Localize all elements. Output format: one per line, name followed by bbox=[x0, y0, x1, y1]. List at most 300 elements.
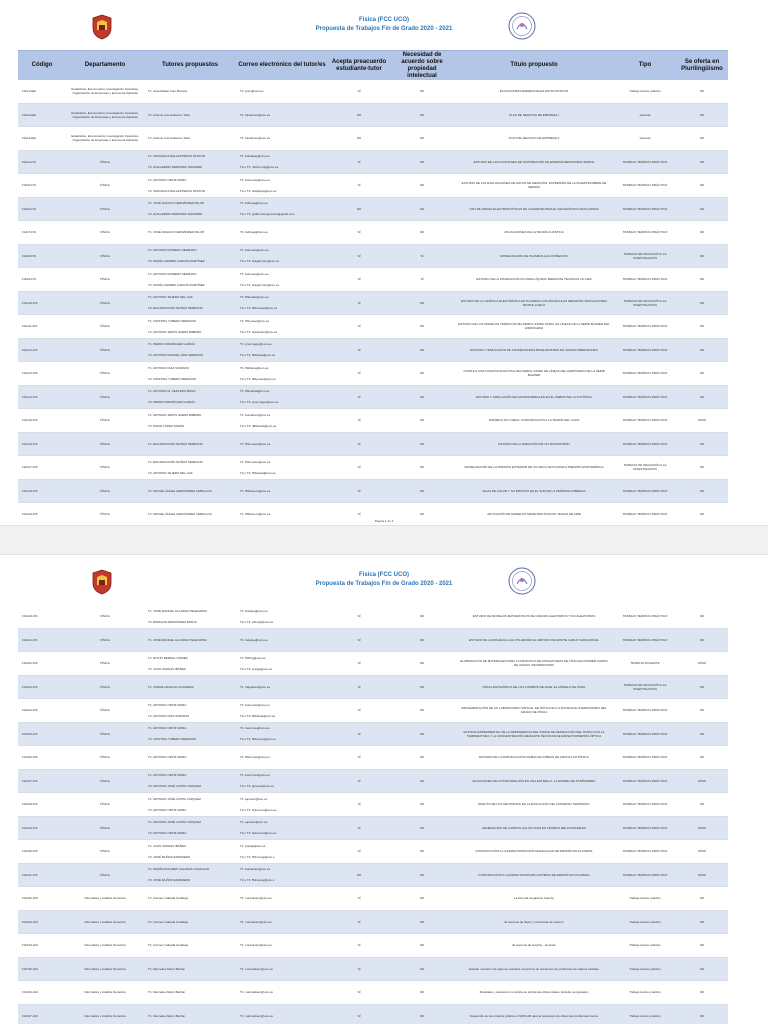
cell-ip-agreement: NO bbox=[419, 661, 425, 666]
tutor-email: T1: f52musee@uco.es bbox=[240, 441, 271, 446]
cell-type: TRABAJO TEÓRICO-PRÁCTICO bbox=[622, 708, 668, 713]
cell-code: FGG17-FIS bbox=[22, 465, 38, 470]
cell-code: FGG6-FIS bbox=[22, 206, 36, 211]
table-row bbox=[18, 268, 728, 292]
cell-code: FGG30-FIS bbox=[22, 849, 38, 854]
cell-emails bbox=[236, 104, 328, 127]
cell-type: TRABAJO TEÓRICO-PRÁCTICO bbox=[622, 849, 668, 854]
cell-plurilingual: NO bbox=[699, 731, 705, 736]
cell-plurilingual: NO bbox=[699, 966, 705, 971]
tutor-name: T1: PEDRO RODRÍGUEZ GARCÍA bbox=[148, 342, 196, 347]
cell-ip-agreement: NO bbox=[419, 324, 425, 329]
cell-plurilingual: NO bbox=[699, 394, 705, 399]
cell-title: ESTUDIO EXPERIMENTAL DE LA DEPENDENCIA DEL ÍNDICE DE REFRACCIÓN DEL ÓXIDO CON LA TEMPERATURA Y LA CONCENTRACIÓN MEDIANTE TÉCNICAS DE ESPECTROMETRÍA ÓPTICA bbox=[463, 729, 605, 738]
cell-emails bbox=[236, 793, 328, 816]
cell-type: Trabajo teórico-práctico bbox=[629, 89, 661, 94]
cell-preagreement: SÍ bbox=[357, 755, 361, 760]
cell-title: MODELIZACIÓN DE LA PRESIÓN EXTERIOR DE UN ARCO DE PLASMA A PRESIÓN ATMOSFÉRICA bbox=[464, 465, 604, 470]
cell-emails bbox=[236, 1005, 328, 1024]
cell-tutors bbox=[144, 292, 236, 315]
cell-plurilingual: NO bbox=[699, 512, 705, 517]
cell-preagreement: NO bbox=[356, 872, 362, 877]
cell-ip-agreement: NO bbox=[419, 488, 425, 493]
tutor-name: T1: MARÍA DOLORES CALZADA CANALEJO bbox=[148, 867, 210, 872]
cell-code: FGG27-FIS bbox=[22, 778, 38, 783]
cell-emails bbox=[236, 409, 328, 432]
cell-preagreement: SÍ bbox=[357, 253, 361, 258]
cell-ip-agreement: NO bbox=[419, 206, 425, 211]
tutor-email: T2 o T3: f82yusec@uco.es bbox=[240, 737, 276, 742]
table-row bbox=[18, 770, 728, 794]
cell-type: TRABAJO TEÓRICO-PRÁCTICO bbox=[622, 802, 668, 807]
tutor-name: T1: ANTONIO JOSÉ CURTA VÁZQUEZ bbox=[148, 820, 202, 825]
tutor-email: T1: jcaro@uco.es bbox=[240, 89, 264, 94]
cell-code: FGG19-FIS bbox=[22, 512, 38, 517]
cell-title: PLAN DE NEGOCIO DE EMPRESA II bbox=[508, 136, 560, 141]
tutor-name: T1: ANTONIO M. CENTENO BANO bbox=[148, 389, 196, 394]
cell-emails bbox=[236, 198, 328, 221]
cell-type: TRABAJO DE INICIACIÓN A LA INVESTIGACIÓN bbox=[623, 682, 667, 691]
cell-plurilingual: NO bbox=[699, 1013, 705, 1018]
table-row bbox=[18, 127, 728, 151]
cell-title: ESTUDIO Y SIMULACIÓN DE NANOMATERIALES EN EL ÁMBITO DE LA FOTÓNICA bbox=[475, 394, 593, 399]
cell-tutors bbox=[144, 934, 236, 957]
cell-tutors bbox=[144, 676, 236, 699]
tutor-email: T1: ma1mabem@uco.es bbox=[240, 966, 273, 971]
tutor-email: T2 o T3: efborja@uco.es bbox=[240, 619, 274, 624]
cell-emails bbox=[236, 80, 328, 103]
cell-code: FGG2-EEI bbox=[22, 112, 37, 117]
tutor-name: T2: PEDRO RODRÍGUEZ GARCÍA bbox=[148, 400, 196, 405]
cell-plurilingual: NO bbox=[699, 755, 705, 760]
tutor-name: T1: ANTONIO ORTIZ MORA bbox=[148, 726, 187, 731]
table-row bbox=[18, 104, 728, 128]
tutor-email: T1: ma1cacam@uco.es bbox=[240, 943, 272, 948]
cell-type: TRABAJO TEÓRICO-PRÁCTICO bbox=[622, 614, 668, 619]
cell-preagreement: SÍ bbox=[357, 614, 361, 619]
tutor-email: T2 o T3: d82lodud@uco.es bbox=[240, 423, 277, 428]
tutor-email: T1: ma1cacam@uco.es bbox=[240, 919, 272, 924]
cell-code: FGG36-IAN bbox=[22, 990, 38, 995]
cell-preagreement: SÍ bbox=[357, 661, 361, 666]
table-row bbox=[18, 911, 728, 935]
tutor-email: T2 o T3: fa1garmam@uco.es bbox=[240, 259, 280, 264]
cell-department: FÍSICA bbox=[100, 637, 110, 642]
tutor-name: T1: ANTONIO ORTIZ MORA bbox=[148, 755, 187, 760]
tutor-name: T2: MARÍA CARMEN GARCÍA MARTÍNEZ bbox=[148, 282, 205, 287]
cell-code: FGG31-FIS bbox=[22, 872, 38, 877]
tutor-name: T1: Antonio Luis Avalonso Toda bbox=[148, 136, 190, 141]
cell-preagreement: SÍ bbox=[357, 919, 361, 924]
cell-preagreement: SÍ bbox=[357, 159, 361, 164]
cell-plurilingual: NO bbox=[699, 614, 705, 619]
tutor-email: T1: fa1bapap@uco.es bbox=[240, 154, 270, 159]
cell-code: FGG32-IAN bbox=[22, 896, 38, 901]
tutor-email: T2 o T3: fa1sariam@uco.es bbox=[240, 329, 278, 334]
cell-type: TRABAJO TEÓRICO-PRÁCTICO bbox=[622, 230, 668, 235]
cell-preagreement: SÍ bbox=[357, 441, 361, 446]
cell-ip-agreement: NO bbox=[419, 637, 425, 642]
cell-plurilingual: NO bbox=[699, 488, 705, 493]
cell-plurilingual: NO bbox=[699, 89, 705, 94]
table-row bbox=[18, 746, 728, 770]
cell-emails bbox=[236, 339, 328, 362]
tutor-name: T1: ANTONIO TEJERO DEL CAZ bbox=[148, 295, 193, 300]
document-subtitle: Propuesta de Trabajos Fin de Grado 2020 - 2021 bbox=[315, 581, 453, 587]
cell-type: General bbox=[639, 112, 651, 117]
cell-type: TRABAJO DE INICIACIÓN A LA INVESTIGACIÓN bbox=[623, 298, 667, 307]
column-header: Tipo bbox=[638, 62, 652, 68]
tutor-email: T2 o T3: jvarga@uco.es bbox=[240, 666, 273, 671]
tutor-email: T2 o T3: f52muesj@uco.s bbox=[240, 854, 275, 859]
cell-emails bbox=[236, 433, 328, 456]
cell-emails bbox=[236, 629, 328, 652]
cell-plurilingual: NO bbox=[699, 136, 705, 141]
cell-preagreement: NO bbox=[356, 206, 362, 211]
cell-code: FGG23-FIS bbox=[22, 684, 38, 689]
cell-tutors bbox=[144, 958, 236, 981]
cell-tutors bbox=[144, 887, 236, 910]
cell-type: TRABAJO TEÓRICO-PRÁCTICO bbox=[622, 347, 668, 352]
cell-ip-agreement: NO bbox=[419, 112, 425, 117]
cell-preagreement: NO bbox=[356, 112, 362, 117]
cell-plurilingual: NO bbox=[699, 371, 705, 376]
cell-type: TRABAJO TEÓRICO-PRÁCTICO bbox=[622, 277, 668, 282]
cell-department: FÍSICA bbox=[100, 849, 110, 854]
cell-ip-agreement: NO bbox=[419, 441, 425, 446]
cell-type: Trabajo teórico-práctico bbox=[629, 990, 661, 995]
cell-preagreement: SÍ bbox=[357, 347, 361, 352]
cell-type: TRABAJO TEÓRICO-PRÁCTICO bbox=[622, 206, 668, 211]
table-row bbox=[18, 793, 728, 817]
cell-ip-agreement: NO bbox=[419, 371, 425, 376]
tutor-name: T1: Carmen Cabada Carabajo bbox=[148, 896, 189, 901]
cell-title: GENERACIÓN DE CAMPOS GALÁCTICOS EN TEORÍAS RELACIONABLES bbox=[482, 825, 586, 830]
cell-tutors bbox=[144, 981, 236, 1004]
table-row bbox=[18, 315, 728, 339]
cell-tutors bbox=[144, 221, 236, 244]
cell-department: FÍSICA bbox=[100, 614, 110, 619]
cell-department: Estadística, Econometría, Investigación Operativa, Organización de Empresas y Economía Aplicada bbox=[71, 134, 139, 143]
cell-ip-agreement: NO bbox=[419, 943, 425, 948]
tutor-email: T2 o T3: guillermoregnredon@gmail.com bbox=[240, 212, 295, 217]
cell-ip-agreement: NO bbox=[419, 778, 425, 783]
cell-tutors bbox=[144, 339, 236, 362]
cell-ip-agreement: NO bbox=[419, 708, 425, 713]
tutor-email: T2 o T3: f52musee@uco.es bbox=[240, 306, 278, 311]
tutor-email: T1: fa1rosea@uco.es bbox=[240, 271, 269, 276]
cell-type: TRABAJO TEÓRICO-PRÁCTICO bbox=[622, 825, 668, 830]
cell-plurilingual: SÍ/NO bbox=[697, 872, 707, 877]
cell-preagreement: SÍ bbox=[357, 418, 361, 423]
tutor-email: T1: f82yusec@uco.es bbox=[240, 318, 270, 323]
cell-tutors bbox=[144, 864, 236, 887]
tutor-name: T1: Mercedes Marín Beltrán bbox=[148, 1013, 186, 1018]
column-header: Necesidad de acuerdo sobre propiedad intelectual bbox=[401, 51, 443, 79]
tutor-email: T1: fa1fepaj@uco.es bbox=[240, 201, 268, 206]
cell-preagreement: SÍ bbox=[357, 465, 361, 470]
cell-ip-agreement: NO bbox=[419, 465, 425, 470]
tutor-name: T1: ANTONIO JOSÉ CURTA VÁZQUEZ bbox=[148, 796, 202, 801]
cell-code: FGG11-FIS bbox=[22, 324, 38, 329]
cell-title: EFECTO DE LOS NEUTRINOS EN LA EVOLUCIÓN DEL UNIVERSO TEMPRANO bbox=[478, 802, 590, 807]
page-header bbox=[0, 555, 768, 605]
cell-department: FÍSICA bbox=[100, 684, 110, 689]
cell-title: ESTUDIO DE LA AMPLIFICACIÓN RAMAN EN FIBRAS DE CRISTAL FOTÓNICO bbox=[479, 755, 589, 760]
tutor-name: T1: Mercedes Marín Beltrán bbox=[148, 966, 186, 971]
proposals-table-page-2 bbox=[18, 605, 728, 1024]
cell-type: TRABAJO TEÓRICO-PRÁCTICO bbox=[622, 778, 668, 783]
faculty-seal-icon bbox=[508, 12, 536, 40]
cell-tutors bbox=[144, 127, 236, 150]
cell-title: ESTUDIO DE LAS EVALUACIONES DE DATOS DE MEDICIÓN. EXPRESIÓN DE LA INCERTIDUMBRE DE MEDIDA bbox=[461, 181, 607, 190]
tutor-email: T1: talvarmes@uco.es bbox=[240, 136, 271, 141]
cell-title: APLICACIONES DE LA TEORÍA CUÁNTICA bbox=[504, 230, 564, 235]
tutor-name: T1: JOSÉ IGNACIO FERNÁNDEZ PALOP bbox=[148, 230, 205, 235]
document-subtitle: Propuesta de Trabajos Fin de Grado 2020 - 2021 bbox=[315, 26, 453, 32]
cell-preagreement: SÍ bbox=[357, 512, 361, 517]
cell-tutors bbox=[144, 793, 236, 816]
cell-title: Desarrollo de una interfaz gráfica en MATLAB para la resolución de diferentes problemas físicos bbox=[470, 1013, 598, 1018]
cell-type: TRABAJO TEÓRICO-PRÁCTICO bbox=[622, 394, 668, 399]
cell-department: FÍSICA bbox=[100, 825, 110, 830]
cell-department: Informática y Análisis Numérico bbox=[84, 966, 126, 971]
cell-ip-agreement: NO bbox=[419, 394, 425, 399]
tutor-name: T1: JOSÉ MANUEL ALCARAZ PELEGRINA bbox=[148, 608, 207, 613]
cell-preagreement: SÍ bbox=[357, 849, 361, 854]
tutor-email: T1: f52rbg@uco.es bbox=[240, 655, 266, 660]
cell-plurilingual: NO bbox=[699, 324, 705, 329]
cell-title: Modelado y resolución numérica de problemas diferenciales. Estudio comparativo bbox=[479, 990, 589, 995]
faculty-seal-icon bbox=[508, 567, 536, 595]
tutor-name: T1: JORGE HIDALGO AGUILERA bbox=[148, 684, 194, 689]
cell-plurilingual: NO bbox=[699, 943, 705, 948]
tutor-email: T1: fa1ormoa@uco.es bbox=[240, 726, 270, 731]
cell-plurilingual: NO bbox=[699, 441, 705, 446]
cell-type: TRABAJO TEÓRICO-PRÁCTICO bbox=[622, 371, 668, 376]
cell-plurilingual: NO bbox=[699, 300, 705, 305]
tutor-email: T1: f82hecem@uco.es bbox=[240, 512, 271, 517]
document-title: Física (FCC UCO) bbox=[358, 572, 409, 578]
cell-ip-agreement: NO bbox=[419, 825, 425, 830]
cell-emails bbox=[236, 245, 328, 268]
tutor-name: T2: ANTONIO ORTIZ MORA bbox=[148, 807, 187, 812]
page-separator bbox=[0, 525, 768, 555]
cell-ip-agreement: SÍ bbox=[420, 253, 424, 258]
table-row bbox=[18, 409, 728, 433]
tutor-name: T1: JOSÉ IGNACIO FERNÁNDEZ PALOP bbox=[148, 201, 205, 206]
cell-tutors bbox=[144, 198, 236, 221]
cell-type: Trabajo teórico-práctico bbox=[629, 1013, 661, 1018]
cell-title: ESTUDIO DE LA RADIACIÓN DE UN SINCROTRÓN bbox=[498, 441, 570, 446]
table-row bbox=[18, 245, 728, 269]
cell-plurilingual: SÍ/NO bbox=[697, 778, 707, 783]
table-row bbox=[18, 840, 728, 864]
tutor-name: T1: ANTONIO JESÚS SARRA RIBEIRO bbox=[148, 412, 202, 417]
cell-department: FÍSICA bbox=[100, 300, 110, 305]
cell-title: El teorema de Taylor y la fórmula de Laurent bbox=[504, 919, 564, 924]
tutor-name: T1: MIGUEL ÁNGEL HERNÁNDEZ CEBALLOS bbox=[148, 512, 212, 517]
cell-department: FÍSICA bbox=[100, 371, 110, 376]
cell-title: ISLAS DE CALOR Y SU IMPACTO EN EL SUR DE LA PENÍNSULA IBÉRICA bbox=[482, 488, 586, 493]
tutor-name: T1: Carmen Cabada Carabajo bbox=[148, 943, 189, 948]
cell-plurilingual: NO bbox=[699, 230, 705, 235]
cell-emails bbox=[236, 386, 328, 409]
cell-plurilingual: NO bbox=[699, 347, 705, 352]
table-row bbox=[18, 456, 728, 480]
cell-title: ESTUDIO DE MODELOS MATEMÁTICOS DE GRAFOS ALEATORIOS Y NO ALEATORIOS bbox=[472, 614, 596, 619]
tutor-name: T1: Carmen Cabada Carabajo bbox=[148, 919, 189, 924]
table-row bbox=[18, 362, 728, 386]
tutor-email: T2 o T3: fa1ormoa@uco.es bbox=[240, 807, 277, 812]
tutor-email: T1: f82hecem@uco.es bbox=[240, 488, 271, 493]
document-page-2 bbox=[0, 555, 768, 1024]
cell-type: TRABAJO TEÓRICO-PRÁCTICO bbox=[622, 159, 668, 164]
cell-department: FÍSICA bbox=[100, 778, 110, 783]
cell-ip-agreement: NO bbox=[419, 755, 425, 760]
tutor-email: T1: f52tedea@uco.es bbox=[240, 295, 269, 300]
cell-emails bbox=[236, 315, 328, 338]
cell-title: ESTUDIO DE LA MOLÉCULA H2 UTILIZANDO EL MÉTODO DE MONTE CARLO VARIACIONAL bbox=[468, 637, 600, 642]
tutor-name: T1: ROCÍO BERNAL GÓMEZ bbox=[148, 655, 188, 660]
tutor-name: T1: ANTONIO ROMERO SERRANO bbox=[148, 248, 197, 253]
tutor-email: T2 o T3: f82disea@uco.es bbox=[240, 353, 276, 358]
cell-tutors bbox=[144, 605, 236, 628]
cell-ip-agreement: NO bbox=[419, 183, 425, 188]
cell-emails bbox=[236, 268, 328, 291]
table-row bbox=[18, 174, 728, 198]
tutor-email: T1: fa1cacam@uco.es bbox=[240, 867, 271, 872]
cell-ip-agreement: NO bbox=[419, 230, 425, 235]
tutor-email: T2 o T3: f52muesj@uco.s bbox=[240, 878, 275, 883]
cell-tutors bbox=[144, 386, 236, 409]
cell-title: IMPLEMENTACIÓN DE UN LABORATORIO VIRTUAL DE ÓPTICA EN LA DOCENCIA UNIVERSITARIA DEL GRADO DE FÍSICA bbox=[461, 706, 607, 715]
cell-code: FGG24-FIS bbox=[22, 708, 38, 713]
table-row bbox=[18, 723, 728, 747]
cell-emails bbox=[236, 292, 328, 315]
tutor-name: T2: JOSÉ MUÑOZ ESPADERO bbox=[148, 854, 191, 859]
cell-ip-agreement: NO bbox=[419, 966, 425, 971]
cell-emails bbox=[236, 817, 328, 840]
cell-tutors bbox=[144, 817, 236, 840]
cell-code: FGG25-FIS bbox=[22, 731, 38, 736]
cell-department: FÍSICA bbox=[100, 253, 110, 258]
cell-preagreement: SÍ bbox=[357, 896, 361, 901]
cell-title: El teorema de Cauchy - Goursat bbox=[512, 943, 556, 948]
cell-title: APLICACIÓN DE MODELOS METEOROLÓGICOS: MASAS DE AIRE bbox=[487, 512, 581, 517]
cell-tutors bbox=[144, 652, 236, 675]
tutor-name: T1: ANTONIO ORTIZ MORA bbox=[148, 177, 187, 182]
cell-emails bbox=[236, 887, 328, 910]
cell-ip-agreement: NO bbox=[419, 872, 425, 877]
cell-plurilingual: NO bbox=[699, 206, 705, 211]
cell-title: La fórmula integral de Cauchy bbox=[513, 896, 555, 901]
cell-code: FGG9-FIS bbox=[22, 277, 36, 282]
cell-department: FÍSICA bbox=[100, 206, 110, 211]
table-row bbox=[18, 676, 728, 700]
cell-emails bbox=[236, 456, 328, 479]
cell-plurilingual: NO bbox=[699, 637, 705, 642]
cell-department: FÍSICA bbox=[100, 465, 110, 470]
cell-ip-agreement: NO bbox=[419, 614, 425, 619]
cell-department: FÍSICA bbox=[100, 183, 110, 188]
table-row bbox=[18, 221, 728, 245]
tutor-email: T1: f82ormoa@uco.es bbox=[240, 755, 270, 760]
cell-emails bbox=[236, 151, 328, 174]
cell-preagreement: SÍ bbox=[357, 825, 361, 830]
cell-tutors bbox=[144, 840, 236, 863]
tutor-email: T1: ajcuvaz@uco.es bbox=[240, 820, 268, 825]
cell-tutors bbox=[144, 409, 236, 432]
cell-plurilingual: NO bbox=[699, 684, 705, 689]
table-row bbox=[18, 480, 728, 504]
cell-code: FGG13-FIS bbox=[22, 371, 38, 376]
tutor-name: T1: ORIGINALS BALLESTEROS PASTOR bbox=[148, 154, 205, 159]
tutor-name: T1: José Rafael Caro Barrera bbox=[148, 89, 188, 94]
table-header bbox=[18, 50, 728, 80]
cell-department: Estadística, Econometría, Investigación Operativa, Organización de Empresas y Economía Aplicada bbox=[71, 110, 139, 119]
cell-ip-agreement: NO bbox=[419, 896, 425, 901]
cell-plurilingual: NO bbox=[699, 708, 705, 713]
tutor-email: T2 o T3: fa1ormoa@uco.es bbox=[240, 831, 277, 836]
cell-department: FÍSICA bbox=[100, 277, 110, 282]
cell-plurilingual: NO bbox=[699, 112, 705, 117]
cell-tutors bbox=[144, 268, 236, 291]
cell-emails bbox=[236, 770, 328, 793]
table-row bbox=[18, 981, 728, 1005]
table-row bbox=[18, 817, 728, 841]
cell-department: FÍSICA bbox=[100, 708, 110, 713]
tutor-name: T1: ANTONIO DÍAZ SORIANO bbox=[148, 365, 189, 370]
table-row bbox=[18, 1005, 728, 1024]
tutor-name: T2: ANTONIO MANUEL DÍAZ SERRANO bbox=[148, 353, 204, 358]
cell-tutors bbox=[144, 480, 236, 503]
cell-code: FGG28-FIS bbox=[22, 802, 38, 807]
cell-type: TRABAJO DE INICIACIÓN A LA INVESTIGACIÓN bbox=[623, 251, 667, 260]
tutor-name: T2: ENCARNACIÓN MUÑOZ SERRANO bbox=[148, 306, 203, 311]
cell-emails bbox=[236, 723, 328, 746]
tutor-name: T2: ORIGINALS BALLESTEROS PASTOR bbox=[148, 188, 205, 193]
cell-code: FGG16-FIS bbox=[22, 441, 38, 446]
cell-plurilingual: NO bbox=[699, 159, 705, 164]
table-row bbox=[18, 629, 728, 653]
cell-ip-agreement: NO bbox=[419, 418, 425, 423]
cell-title: INTRODUCCIÓN A LA ESPECTROSCOPÍA MOLECULAR DE EMISIÓN EN PLASMAS bbox=[475, 849, 593, 854]
cell-ip-agreement: NO bbox=[419, 347, 425, 352]
tutor-name: T1: MIGUEL ÁNGEL HERNÁNDEZ CEBALLOS bbox=[148, 488, 212, 493]
cell-ip-agreement: NO bbox=[419, 990, 425, 995]
tutor-email: T1: ma1mabem@uco.es bbox=[240, 990, 273, 995]
cell-plurilingual: NO bbox=[699, 465, 705, 470]
tutor-email: T2 o T3: f52tedea@uco.es bbox=[240, 470, 276, 475]
cell-type: TRABAJO TEÓRICO-PRÁCTICO bbox=[622, 183, 668, 188]
cell-preagreement: SÍ bbox=[357, 89, 361, 94]
tutor-email: T1: f82disoa@uco.es bbox=[240, 365, 269, 370]
cell-emails bbox=[236, 605, 328, 628]
cell-department: Informática y Análisis Numérico bbox=[84, 1013, 126, 1018]
cell-code: FGG18-FIS bbox=[22, 488, 38, 493]
cell-ip-agreement: NO bbox=[419, 849, 425, 854]
cell-preagreement: SÍ bbox=[357, 708, 361, 713]
cell-department: FÍSICA bbox=[100, 731, 110, 736]
cell-ip-agreement: NO bbox=[419, 159, 425, 164]
proposals-table-page-1 bbox=[18, 80, 728, 527]
table-row bbox=[18, 864, 728, 888]
cell-plurilingual: NO bbox=[699, 802, 705, 807]
page-header bbox=[0, 0, 768, 50]
cell-code: FGG26-FIS bbox=[22, 755, 38, 760]
cell-tutors bbox=[144, 80, 236, 103]
